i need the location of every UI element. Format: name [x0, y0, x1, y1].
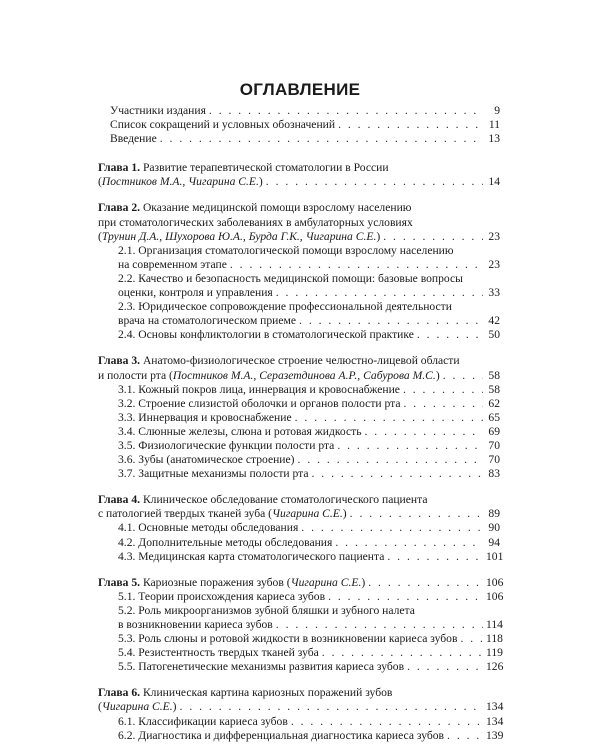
page-number: 119 — [486, 646, 503, 660]
toc-section-5-2[interactable]: 5.2. Роль микроорганизмов зубной бляшки и зубного налета в возникновении кариеса зубов . . . 114 — [98, 604, 500, 632]
toc-section-2-4[interactable]: 2.4. Основы конфликтологии в стоматологической практике . . . 50 — [98, 328, 500, 342]
toc-entry-contributors[interactable]: Участники издания . . . 9 — [98, 104, 500, 118]
toc-section-6-2[interactable]: 6.2. Диагностика и дифференциальная диагностика кариеса зубов . . . 139 — [98, 729, 500, 743]
page-number: 106 — [486, 575, 504, 589]
toc-section-5-4[interactable]: 5.4. Резистентность твердых тканей зуба . . . 119 — [98, 646, 500, 660]
page-number: 70 — [488, 453, 500, 467]
toc-section-2-3[interactable]: 2.3. Юридическое сопровождение профессиональной деятельности врача на стоматологическом приеме . . . 42 — [98, 300, 500, 328]
toc-section-3-7[interactable]: 3.7. Защитные механизмы полости рта . . . 83 — [98, 467, 500, 481]
toc-section-5-1[interactable]: 5.1. Теории происхождения кариеса зубов . . . 106 — [98, 590, 500, 604]
page-number: 94 — [488, 535, 500, 549]
chapter-label: Глава 1. — [98, 161, 141, 175]
toc-section-4-3[interactable]: 4.3. Медицинская карта стоматологического пациента . . . 101 — [98, 550, 500, 564]
page-number: 90 — [488, 521, 500, 535]
toc-entry-introduction[interactable]: Введение . . . 13 — [98, 132, 500, 146]
chapter-label: Глава 5. — [98, 575, 141, 589]
chapter-label: Глава 3. — [98, 354, 141, 368]
page-number: 134 — [486, 700, 504, 714]
page-number: 126 — [486, 660, 504, 674]
toc-section-2-2[interactable]: 2.2. Качество и безопасность медицинской помощи: базовые вопросы оценки, контроля и управления . . . 33 — [98, 272, 500, 300]
toc-entry-abbreviations[interactable]: Список сокращений и условных обозначений . . . 11 — [98, 118, 500, 132]
toc-chapter-2[interactable]: Глава 2. Оказание медицинской помощи взрослому населению при стоматологических заболеваниях в амбулаторных условиях (Трунин Д.А., Шухорова Ю.А., Бурда Г.К., Чигарина С.Е.) . . . 23 — [98, 201, 500, 243]
page-number: 14 — [488, 175, 500, 189]
chapter-title: Кариозные поражения зубов — [142, 575, 284, 589]
chapter-label: Глава 4. — [98, 493, 141, 507]
page-number: 118 — [486, 632, 503, 646]
toc-section-3-1[interactable]: 3.1. Кожный покров лица, иннервация и кровоснабжение . . . 58 — [98, 383, 500, 397]
page-number: 50 — [488, 328, 500, 342]
toc-section-3-2[interactable]: 3.2. Строение слизистой оболочки и органов полости рта . . . 62 — [98, 397, 500, 411]
page-number: 70 — [488, 438, 500, 452]
chapter-authors: Постников М.А., Чигарина С.Е. — [101, 175, 259, 189]
page-number: 62 — [488, 396, 500, 410]
toc-section-3-5[interactable]: 3.5. Физиологические функции полости рта . . . 70 — [98, 439, 500, 453]
chapter-title: Клиническая картина кариозных поражений зубов — [142, 686, 393, 700]
page-title: ОГЛАВЛЕНИЕ — [239, 80, 361, 99]
toc-section-2-1[interactable]: 2.1. Организация стоматологической помощи взрослому населению на современном этапе . . . 23 — [98, 244, 500, 272]
table-of-contents — [98, 104, 504, 743]
page-number: 13 — [488, 132, 500, 146]
toc-chapter-3[interactable]: Глава 3. Анатомо-физиологическое строение челюстно-лицевой области и полости рта (Постников М.А., Серазетдинова А.Р., Сабурова М.С.) . . . 58 — [98, 354, 500, 382]
page-number: 65 — [488, 410, 500, 424]
page-number: 58 — [488, 382, 500, 396]
chapter-authors: Постников М.А., Серазетдинова А.Р., Сабурова М.С. — [172, 368, 436, 382]
toc-section-6-1[interactable]: 6.1. Классификации кариеса зубов . . . 134 — [98, 715, 500, 729]
toc-chapter-6[interactable]: Глава 6. Клиническая картина кариозных поражений зубов (Чигарина С.Е.) . . . 134 — [98, 686, 500, 714]
toc-section-4-2[interactable]: 4.2. Дополнительные методы обследования . . . 94 — [98, 536, 500, 550]
toc-section-5-5[interactable]: 5.5. Патогенетические механизмы развития кариеса зубов . . . 126 — [98, 660, 500, 674]
page-number: 23 — [488, 257, 500, 271]
chapter-authors: Чигарина С.Е. — [272, 507, 343, 521]
page-number: 33 — [488, 286, 500, 300]
page-number: 58 — [488, 368, 500, 382]
chapter-authors: Чигарина С.Е. — [101, 700, 173, 714]
page-number: 139 — [486, 728, 504, 742]
chapter-title: Оказание медицинской помощи взрослому населению — [142, 201, 412, 215]
toc-section-4-1[interactable]: 4.1. Основные методы обследования . . . 90 — [98, 521, 500, 535]
toc-section-3-3[interactable]: 3.3. Иннервация и кровоснабжение . . . 65 — [98, 411, 500, 425]
toc-chapter-4[interactable]: Глава 4. Клиническое обследование стоматологического пациента с патологией твердых тканей зуба (Чигарина С.Е.) . . . 89 — [98, 493, 500, 521]
page-number: 9 — [494, 104, 500, 117]
page-number: 11 — [488, 118, 500, 132]
toc-chapter-1[interactable]: Глава 1. Развитие терапевтической стоматологии в России (Постников М.А., Чигарина С.Е.) . . . 14 — [98, 161, 500, 189]
toc-chapter-5[interactable]: Глава 5. Кариозные поражения зубов (Чигарина С.Е.) . . . 106 — [98, 576, 500, 590]
chapter-authors: Чигарина С.Е. — [290, 575, 362, 589]
chapter-title: Клиническое обследование стоматологического пациента — [142, 493, 428, 507]
page-number: 83 — [488, 467, 500, 481]
page-number: 114 — [486, 618, 503, 631]
toc-section-3-6[interactable]: 3.6. Зубы (анатомическое строение) . . . 70 — [98, 453, 500, 467]
chapter-title: Анатомо-физиологическое строение челюстно-лицевой области — [142, 354, 460, 368]
chapter-title-continued: при стоматологических заболеваниях в амбулаторных условиях — [98, 215, 413, 229]
page-number: 106 — [486, 589, 504, 603]
page-number: 134 — [486, 714, 504, 728]
page-number: 42 — [488, 314, 500, 328]
page-number: 23 — [488, 229, 500, 243]
toc-section-5-3[interactable]: 5.3. Роль слюны и ротовой жидкости в возникновении кариеса зубов . . . 118 — [98, 632, 500, 646]
page-number: 101 — [486, 549, 504, 563]
chapter-title: Развитие терапевтической стоматологии в России — [142, 161, 389, 175]
chapter-authors: Трунин Д.А., Шухорова Ю.А., Бурда Г.К., Чигарина С.Е. — [101, 229, 377, 243]
page-number: 69 — [488, 424, 500, 438]
chapter-label: Глава 2. — [98, 201, 141, 215]
chapter-label: Глава 6. — [98, 686, 141, 700]
page-number: 89 — [488, 507, 500, 521]
toc-section-3-4[interactable]: 3.4. Слюнные железы, слюна и ротовая жидкость . . . 69 — [98, 425, 500, 439]
